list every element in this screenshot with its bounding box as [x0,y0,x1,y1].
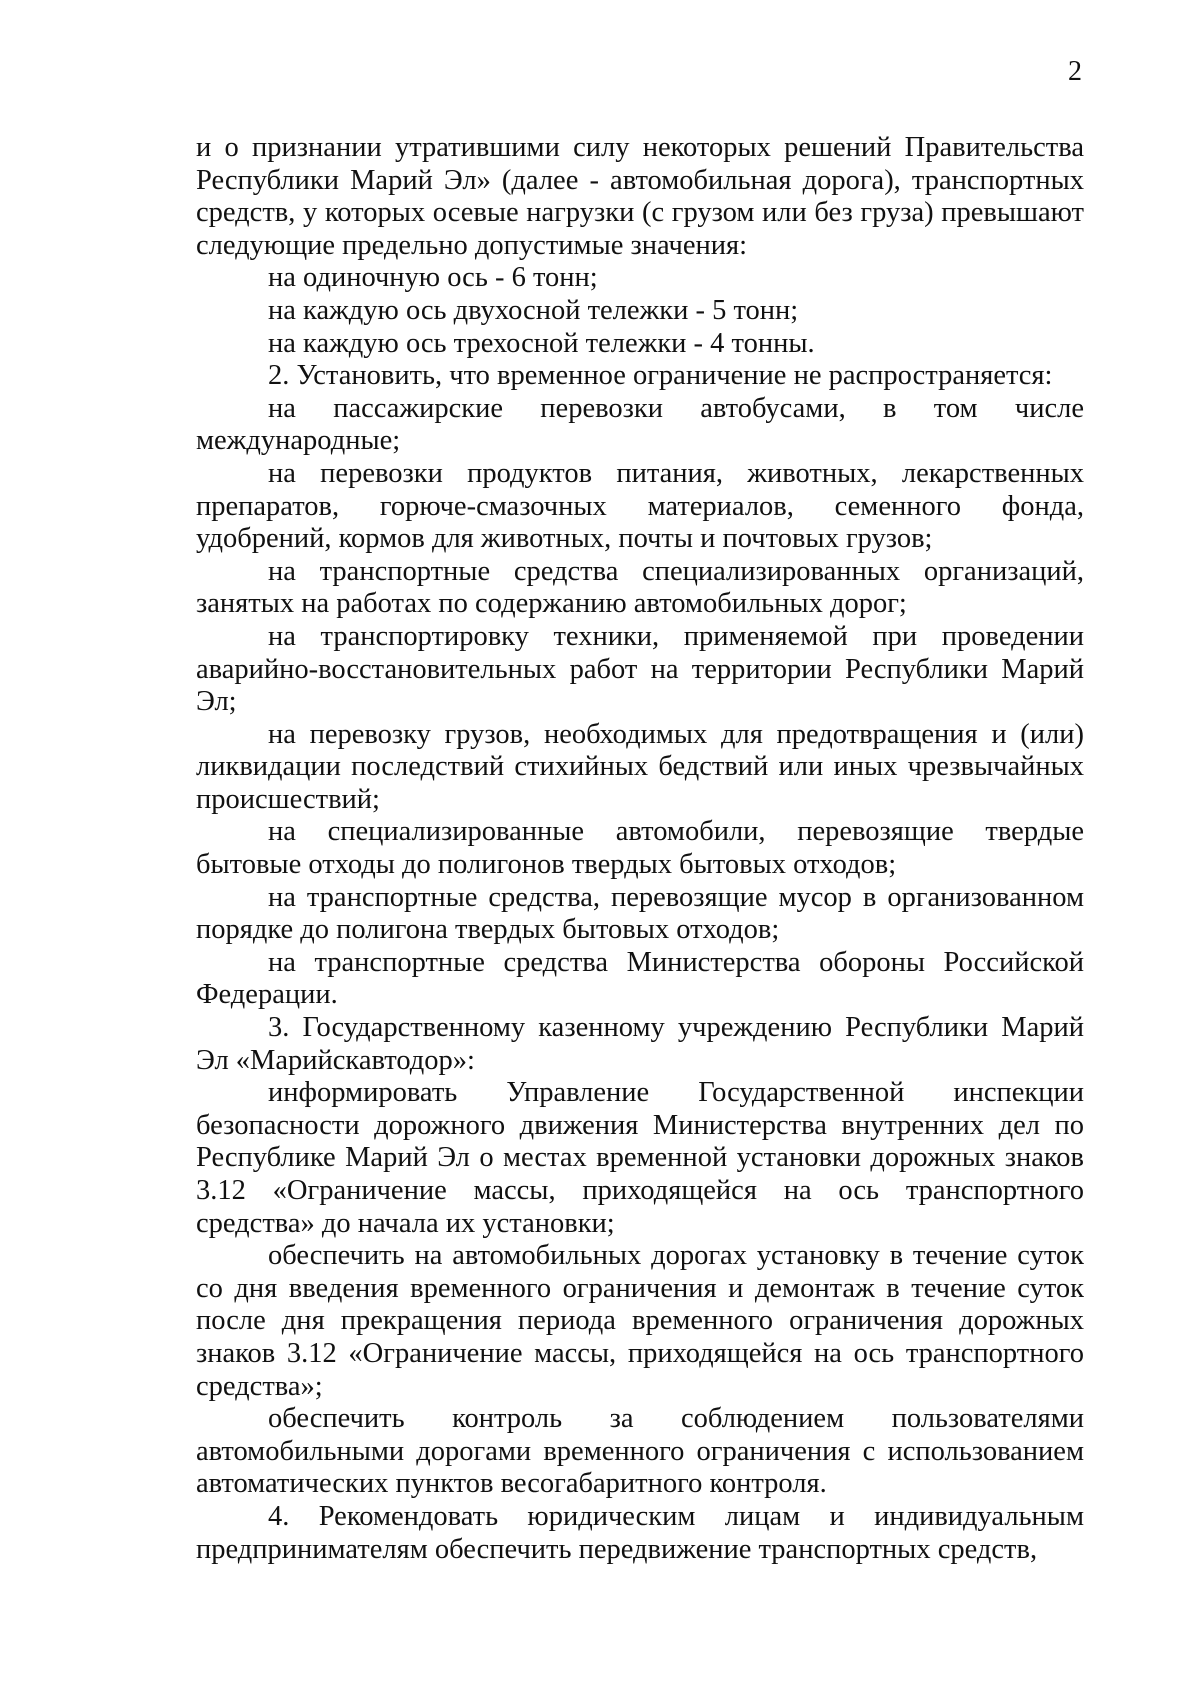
page-number: 2 [1068,56,1082,87]
paragraph-garbage-transport: на транспортные средства, перевозящие мусор в организованном порядке до полигона твердых бытовых отходов; [196,881,1084,946]
paragraph-two-axle: на каждую ось двухосной тележки - 5 тонн; [268,294,799,326]
paragraph-defense-ministry: на транспортные средства Министерства обороны Российской Федерации. [196,946,1084,1011]
paragraph-item-3: 3. Государственному казенному учреждению Республики Марий Эл «Марийскавтодор»: [196,1012,1084,1076]
paragraph-road-maintenance: на транспортные средства специализированных организаций, занятых на работах по содержанию автомобильных дорог; [196,555,1084,620]
paragraph-continuation: и о признании утратившими силу некоторых решений Правительства Республики Марий Эл» (далее - автомобильная дорога), транспортных средств, у которых осевые нагрузки (с грузом или без груза) превышают следующие предельно допустимые значения: [196,132,1084,261]
paragraph-item-4: 4. Рекомендовать юридическим лицам и индивидуальным предпринимателям обеспечить передвижение транспортных средств, [196,1500,1084,1565]
paragraph-install-signs: обеспечить на автомобильных дорогах установку в течение суток со дня введения временного ограничения и демонтаж в течение суток после дня прекращения периода временного ограничения дорожных знаков 3.12 «Ограничение массы, приходящейся на ось транспортного средства»; [196,1240,1084,1402]
paragraph-disaster-cargo: на перевозку грузов, необходимых для предотвращения и (или) ликвидации последствий стихийных бедствий или иных чрезвычайных происшествий; [196,718,1084,815]
paragraph-single-axle: на одиночную ось - 6 тонн; [268,262,598,294]
document-body [196,132,1084,1566]
paragraph-three-axle: на каждую ось трехосной тележки - 4 тонны. [268,327,815,359]
paragraph-waste-vehicles: на специализированные автомобили, перевозящие твердые бытовые отходы до полигонов твердых бытовых отходов; [196,816,1084,881]
paragraph-food: на перевозки продуктов питания, животных, лекарственных препаратов, горюче-смазочных материалов, семенного фонда, удобрений, кормов для животных, почты и почтовых грузов; [196,457,1084,555]
paragraph-item-2: 2. Установить, что временное ограничение не распространяется: [268,360,1053,392]
paragraph-passenger: на пассажирские перевозки автобусами, в том числе международные; [196,392,1084,457]
paragraph-inform: информировать Управление Государственной инспекции безопасности дорожного движения Министерства внутренних дел по Республике Марий Эл о местах временной установки дорожных знаков 3.12 «Ограничение массы, приходящейся на ось транспортного средства» до начала их установки; [196,1077,1084,1239]
paragraph-emergency-equipment: на транспортировку техники, применяемой при проведении аварийно-восстановительных работ на территории Республики Марий Эл; [196,620,1084,718]
paragraph-control: обеспечить контроль за соблюдением пользователями автомобильными дорогами временного ограничения с использованием автоматических пунктов весогабаритного контроля. [196,1403,1084,1500]
